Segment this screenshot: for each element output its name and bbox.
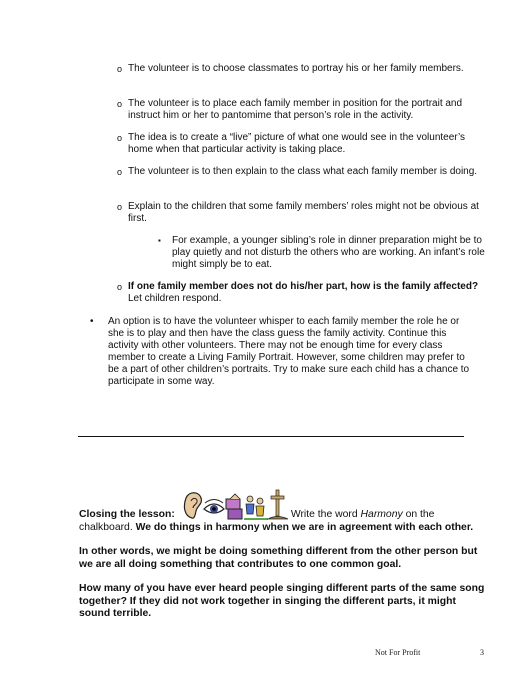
list-item: [117, 132, 488, 156]
bullet-item: [90, 316, 476, 388]
list-marker: o: [117, 64, 123, 74]
list-marker: o: [117, 99, 123, 109]
list-item-text: The idea is to create a “live” picture of what one would see in the volunteer’s home when that particular activity is taking place.: [128, 132, 466, 155]
closing-label: Closing the lesson:: [79, 509, 175, 520]
bullet-icon: •: [90, 316, 94, 327]
nested-list-item: [158, 235, 490, 271]
list-item-text: The volunteer is to choose classmates to portray his or her family members.: [128, 63, 464, 74]
footer-text: Not For Profit: [375, 648, 421, 657]
divider: [78, 436, 464, 437]
list-item: [117, 98, 488, 122]
harmony-word: Harmony: [360, 509, 403, 520]
list-marker: o: [117, 167, 123, 177]
closing-paragraph-2: In other words, we might be doing something different from the other person but we are all doing something that contributes to one common goal.: [79, 546, 478, 570]
list-item-text: Explain to the children that some family members’ roles might not be obvious at first.: [128, 201, 479, 224]
list-item: [117, 201, 488, 225]
harmony-definition: We do things in harmony when we are in agreement with each other.: [135, 521, 474, 533]
closing-paragraph-3: How many of you have ever heard people singing different parts of the same song together? If they did not work together in singing the different parts, it might sound terrible.: [79, 583, 485, 619]
closing-paragraph: [79, 509, 489, 534]
list-item: [117, 63, 488, 75]
closing-instruction-end: on the chalkboard.: [79, 509, 435, 533]
list-marker: o: [117, 133, 123, 143]
page-number: 3: [480, 648, 484, 657]
list-marker: o: [117, 202, 123, 212]
question-item: [117, 281, 488, 305]
question-text: If one family member does not do his/her part, how is the family affected?: [128, 281, 479, 292]
list-marker: o: [117, 282, 123, 292]
closing-instruction: Write the word: [290, 509, 361, 520]
nested-item-text: For example, a younger sibling’s role in dinner preparation might be to play quietly and not disturb the others who are working. An infant’s role might simply be to eat.: [172, 235, 485, 270]
question-response: Let children respond.: [128, 293, 222, 304]
list-item-text: The volunteer is to then explain to the class what each family member is doing.: [128, 166, 478, 177]
list-item-text: The volunteer is to place each family member in position for the portrait and instruct him or her to pantomime that person’s role in the activity.: [128, 98, 463, 121]
square-bullet-icon: ▪: [158, 236, 161, 245]
bullet-text: An option is to have the volunteer whisper to each family member the role he or she is to play and then have the class guess the family activity. Continue this activity with other volunteers. There may not be enough time for every class member to create a Living Family Portrait. However, some children may prefer to be a part of other children’s portraits. Try to make sure each child has a chance to participate in some way.: [108, 316, 470, 387]
list-item: [117, 166, 488, 178]
